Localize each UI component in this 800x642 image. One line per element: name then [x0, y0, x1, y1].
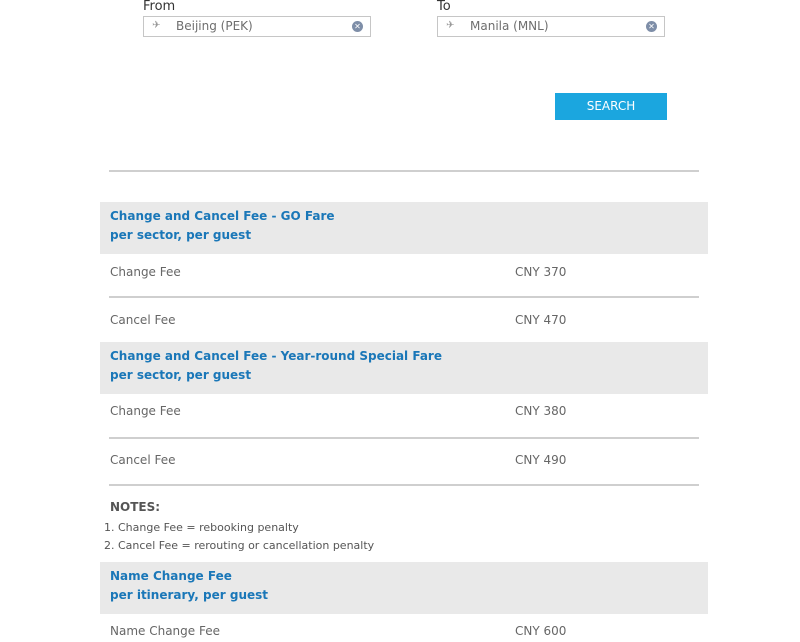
search-button[interactable]: SEARCH	[555, 93, 667, 120]
to-label: To	[437, 0, 451, 14]
section-subtitle: per sector, per guest	[110, 368, 252, 382]
fee-value: CNY 370	[515, 265, 567, 279]
divider	[109, 296, 699, 298]
fee-label: Cancel Fee	[110, 453, 176, 467]
section-header-go-fare	[100, 202, 708, 254]
fee-value: CNY 490	[515, 453, 567, 467]
note-item: 2. Cancel Fee = rerouting or cancellation penalty	[104, 539, 375, 552]
section-title: Name Change Fee	[110, 569, 232, 583]
section-subtitle: per sector, per guest	[110, 228, 252, 242]
clear-icon[interactable]: ✕	[646, 21, 657, 32]
plane-icon: ✈	[446, 20, 455, 31]
section-header-special-fare	[100, 342, 708, 394]
note-item: 1. Change Fee = rebooking penalty	[104, 521, 299, 534]
divider	[109, 170, 699, 172]
from-value: Beijing (PEK)	[176, 19, 253, 33]
section-subtitle: per itinerary, per guest	[110, 588, 269, 602]
to-value: Manila (MNL)	[470, 19, 549, 33]
section-header-name-change	[100, 562, 708, 614]
fee-value: CNY 380	[515, 404, 567, 418]
section-title: Change and Cancel Fee - GO Fare	[110, 209, 335, 223]
fee-value: CNY 600	[515, 624, 567, 638]
divider	[109, 484, 699, 486]
fee-label: Change Fee	[110, 404, 181, 418]
from-field[interactable]	[143, 16, 371, 37]
fee-label: Name Change Fee	[110, 624, 220, 638]
divider	[109, 437, 699, 439]
fee-label: Change Fee	[110, 265, 181, 279]
section-title: Change and Cancel Fee - Year-round Special Fare	[110, 349, 442, 363]
fee-value: CNY 470	[515, 313, 567, 327]
notes-title: NOTES:	[110, 500, 161, 514]
from-label: From	[143, 0, 176, 14]
to-field[interactable]	[437, 16, 665, 37]
fee-label: Cancel Fee	[110, 313, 176, 327]
plane-icon: ✈	[152, 20, 161, 31]
clear-icon[interactable]: ✕	[352, 21, 363, 32]
